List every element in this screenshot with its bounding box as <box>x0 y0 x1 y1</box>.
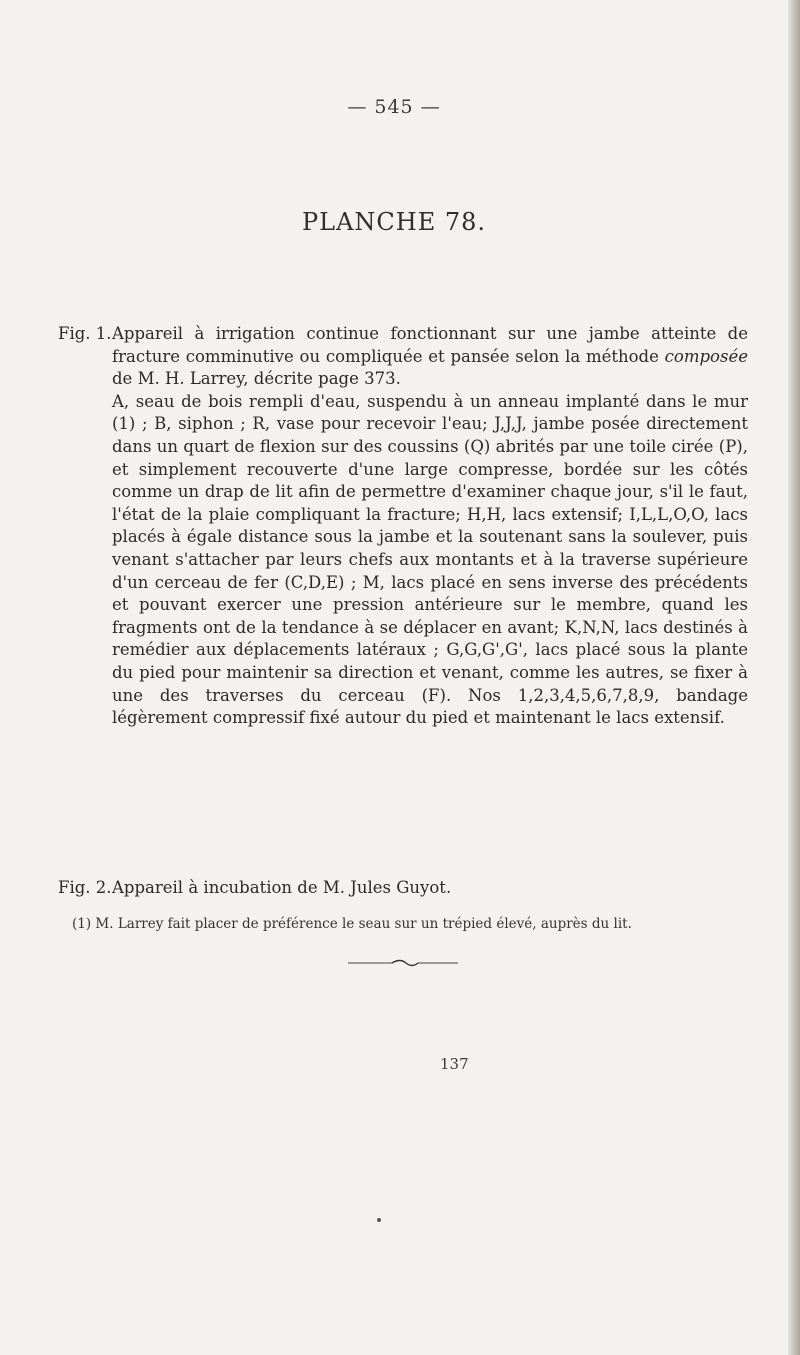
figure-caption-2 <box>58 877 748 900</box>
figure-label: Fig. 1. <box>58 324 112 343</box>
page-edge-shadow <box>788 0 800 1355</box>
figure-title-line <box>112 323 748 391</box>
plate-title: PLANCHE 78. <box>301 208 487 236</box>
figure-description <box>112 323 748 730</box>
figure-description <box>112 877 748 900</box>
figure-caption-1 <box>58 323 748 730</box>
figure-label: Fig. 2. <box>58 878 112 897</box>
figure-title-text: Appareil à irrigation continue fonctionnant sur une jambe atteinte de fracture comminutive ou compliquée et pansée selon la méthode <box>112 324 748 366</box>
folio-number: 137 <box>440 1055 469 1073</box>
figure-legend-text: A, seau de bois rempli d'eau, suspendu à un anneau implanté dans le mur (1) ; B, siphon ; R, vase pour recevoir l'eau; J,J,J, jambe posée directement dans un quart de flexion sur des coussins (Q) abrités par une toile cirée (P), et simplement recouverte d'une large compresse, bordée sur les côtés comme un drap de lit afin de permettre d'examiner chaque jour, s'il le faut, l'état de la plaie compliquant la fracture; H,H, lacs extensif; I,L,L,O,O, lacs placés à égale distance sous la jambe et la soutenant sans la soulever, puis venant s'attacher par leurs chefs aux montants et à la traverse supérieure d'un cerceau de fer (C,D,E) ; M, lacs placé en sens inverse des précédents et pouvant exercer une pression antérieure sur le membre, quand les fragments ont de la tendance à se déplacer en avant; K,N,N, lacs destinés à remédier aux déplacements latéraux ; G,G,G',G', lacs placé sous la plante du pied pour maintenir sa direction et venant, comme les autres, se fixer à une des traverses du cerceau (F). Nos 1,2,3,4,5,6,7,8,9, bandage légèrement compressif fixé autour du pied et maintenant le lacs extensif. <box>112 391 748 728</box>
figure-title-emphasis: composée <box>664 346 748 366</box>
figure-title-tail: de M. H. Larrey, décrite page 373. <box>112 369 401 389</box>
page-number: — 545 — <box>347 96 441 118</box>
figure-legend-text: Appareil à incubation de M. Jules Guyot. <box>112 878 452 897</box>
footnote: (1) M. Larrey fait placer de préférence le seau sur un trépied élevé, auprès du lit. <box>72 916 632 932</box>
divider-ornament <box>348 958 458 968</box>
ink-speck <box>377 1218 381 1222</box>
